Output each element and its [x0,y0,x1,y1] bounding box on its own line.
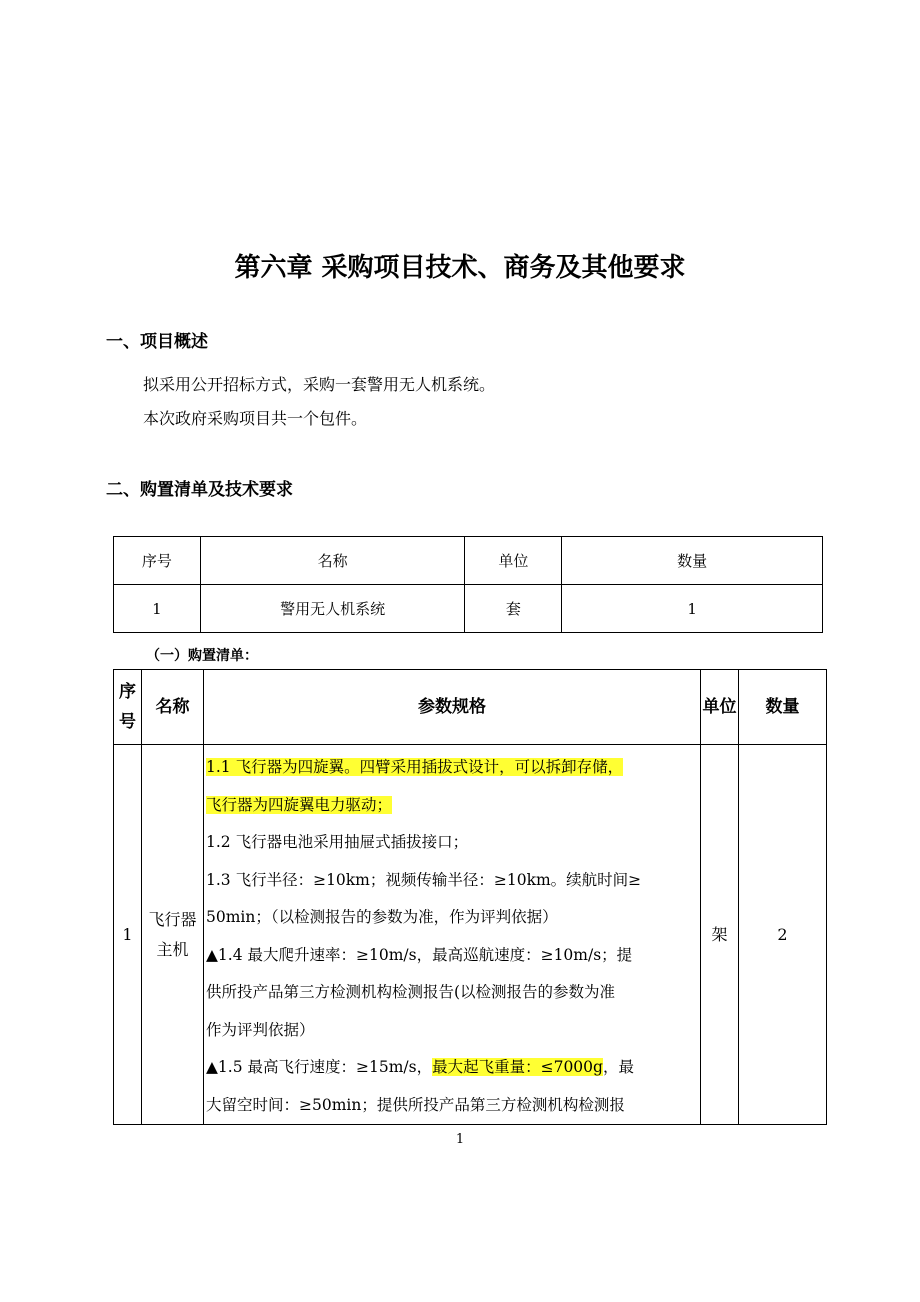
cell-qty: 1 [562,585,823,633]
spec-line: 50min；（以检测报告的参数为准，作为评判依据） [206,908,558,926]
header-cell-no: 序号 [114,537,201,585]
spec-text: ▲1.5 最高飞行速度：≥15m/s， [206,1058,433,1076]
cell-name: 飞行器主机 [142,745,204,1125]
spec-line [206,1049,698,1087]
header-cell-no: 序 号 [114,670,142,745]
table-row [114,585,823,633]
page-title: 第六章 采购项目技术、商务及其他要求 [234,253,686,283]
header-cell-unit: 单位 [701,670,739,745]
summary-table [113,536,823,633]
header-cell-qty: 数量 [562,537,823,585]
spec-line: 1.2 飞行器电池采用抽屉式插拔接口； [206,833,469,851]
cell-name: 警用无人机系统 [200,585,465,633]
header-cell-name: 名称 [142,670,204,745]
overview-paragraph: 本次政府采购项目共一个包件。 [143,409,368,428]
cell-spec [204,745,701,1125]
table-row [114,745,827,1125]
header-cell-unit: 单位 [465,537,562,585]
spec-line: 供所投产品第三方检测机构检测报告(以检测报告的参数为准 [206,983,616,1001]
subsection-heading: （一）购置清单： [146,648,258,664]
table-header-row [114,537,823,585]
page-number: 1 [455,1132,465,1147]
spec-line: 大留空时间：≥50min；提供所投产品第三方检测机构检测报 [206,1095,625,1114]
spec-line: 1.3 飞行半径：≥10km；视频传输半径：≥10km。续航时间≥ [206,870,642,889]
cell-no: 1 [114,745,142,1125]
table-header-row [114,670,827,745]
cell-unit: 套 [465,585,562,633]
spec-text: ，最 [602,1058,634,1076]
spec-line-highlighted: 飞行器为四旋翼电力驱动； [206,795,393,814]
spec-line: ▲1.4 最大爬升速率：≥10m/s，最高巡航速度：≥10m/s；提 [206,945,633,964]
header-cell-name: 名称 [200,537,465,585]
cell-unit: 架 [701,745,739,1125]
header-cell-qty: 数量 [739,670,827,745]
spec-text-highlighted: 最大起飞重量：≤7000g [432,1058,603,1076]
header-cell-spec: 参数规格 [204,670,701,745]
spec-line: 作为评判依据） [206,1020,315,1039]
cell-qty: 2 [739,745,827,1125]
section-heading-overview: 一、项目概述 [106,332,208,352]
cell-no: 1 [114,585,201,633]
overview-paragraph: 拟采用公开招标方式，采购一套警用无人机系统。 [143,375,496,394]
spec-line-highlighted: 1.1 飞行器为四旋翼。四臂采用插拔式设计，可以拆卸存储， [206,758,624,776]
section-heading-list: 二、购置清单及技术要求 [106,480,293,500]
detail-table [113,669,827,1125]
